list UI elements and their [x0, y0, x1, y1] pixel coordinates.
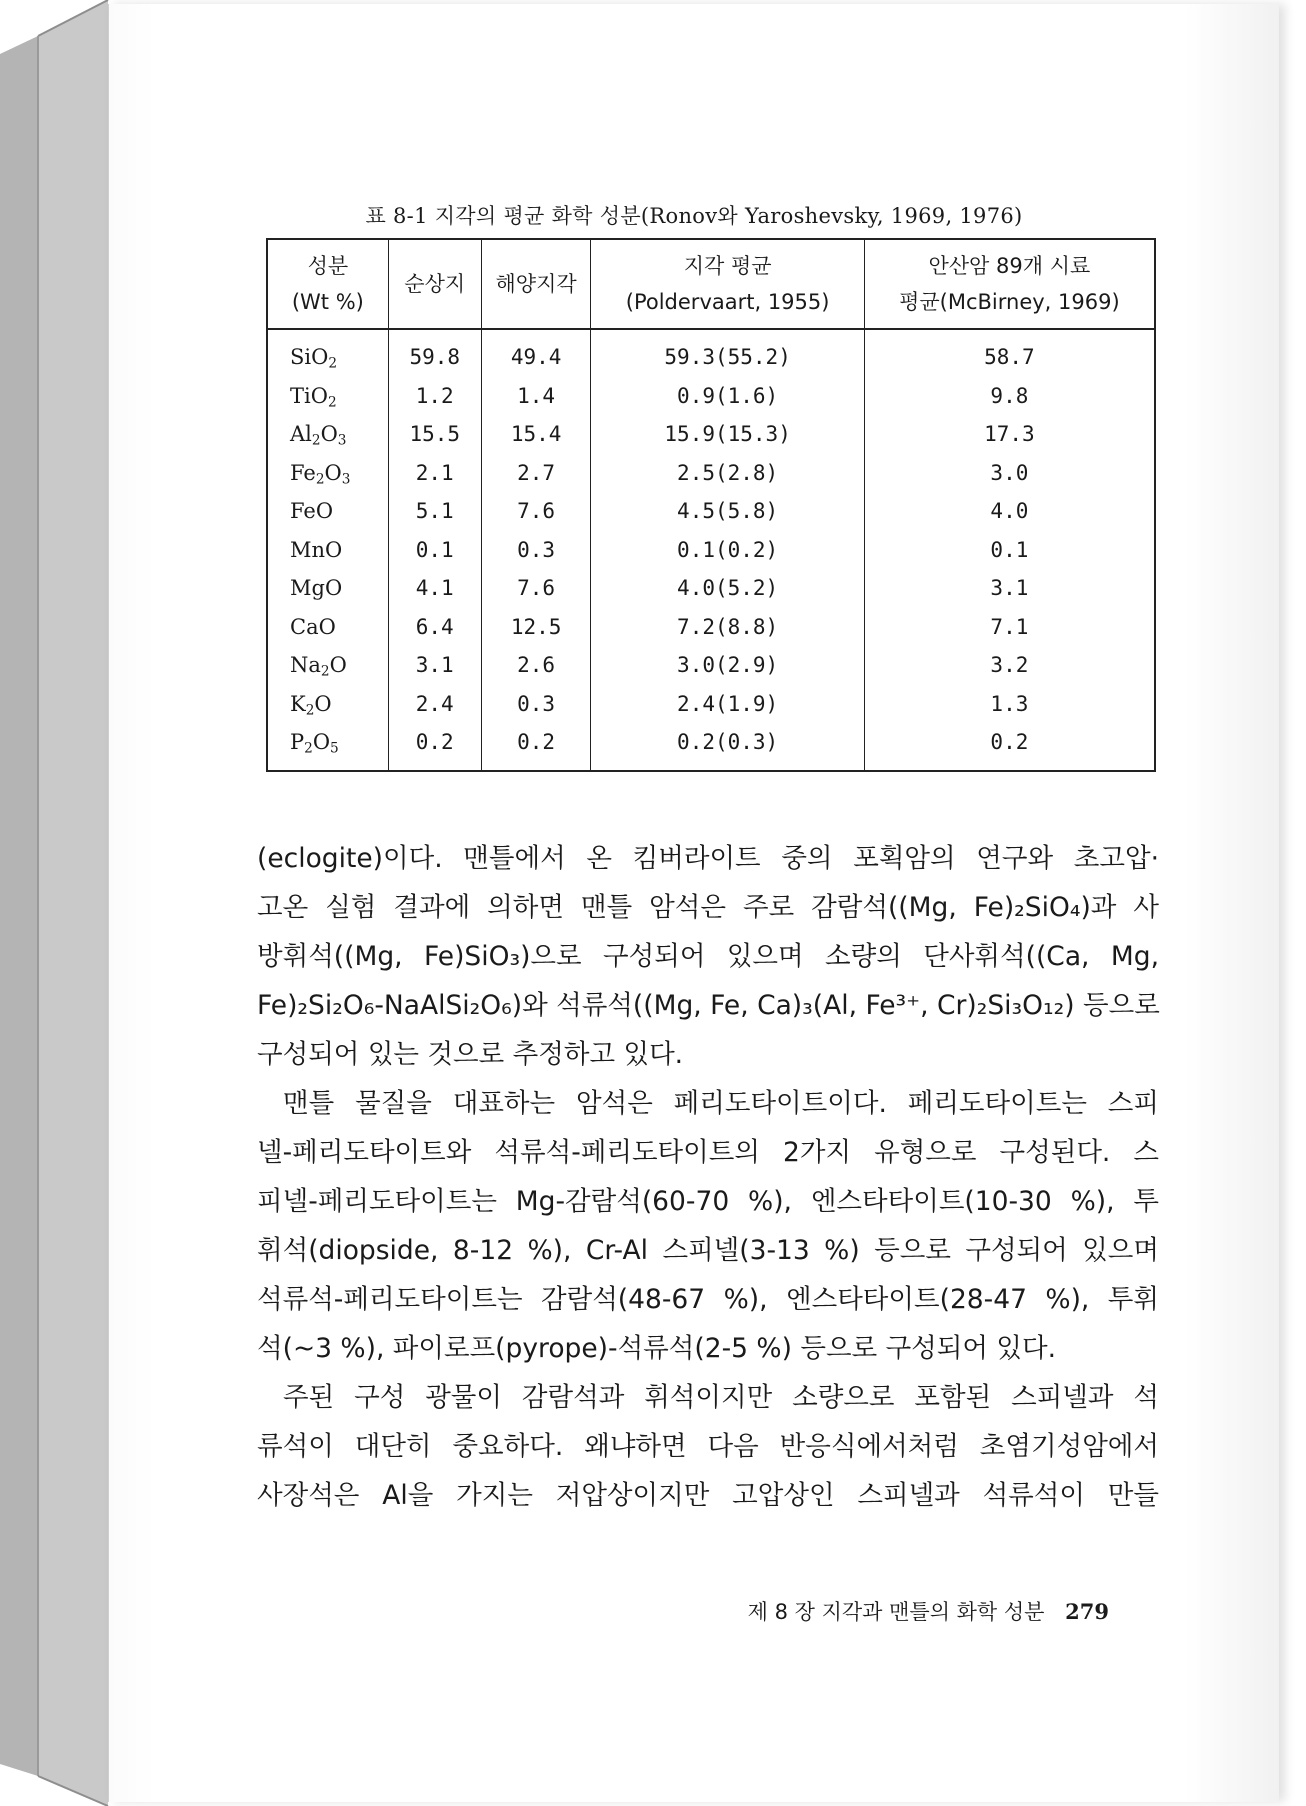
cell-component: $Fe_2O_3$: [267, 454, 388, 493]
header-continental: 순상지: [388, 239, 481, 329]
cell-oceanic: 12.5: [481, 608, 591, 647]
cell-andesite: 0.2: [864, 723, 1155, 771]
cell-crust-average: 0.1(0.2): [591, 531, 864, 570]
cell-andesite: 9.8: [864, 377, 1155, 416]
header-oceanic: 해양지각: [481, 239, 591, 329]
cell-continental: 1.2: [388, 377, 481, 416]
table-header-row: [267, 239, 1155, 329]
cell-continental: 2.1: [388, 454, 481, 493]
cell-continental: 0.2: [388, 723, 481, 771]
body-line: 휘석(diopside, 8-12 %), Cr-Al 스피넬(3-13 %) 등으로 구성되어 있으며: [257, 1235, 1159, 1266]
body-line: 구성되어 있는 것으로 추정하고 있다.: [257, 1039, 684, 1070]
body-line: (eclogite)이다. 맨틀에서 온 킴버라이트 중의 포획암의 연구와 초고압·: [257, 843, 1159, 874]
book-spine: [0, 0, 110, 1806]
cell-andesite: 1.3: [864, 685, 1155, 724]
header-andesite-average: 안산암 89개 시료 평균(McBirney, 1969): [864, 239, 1155, 329]
cell-continental: 15.5: [388, 415, 481, 454]
cell-continental: 0.1: [388, 531, 481, 570]
cell-crust-average: 59.3(55.2): [591, 329, 864, 377]
body-line: 사장석은 Al을 가지는 저압상이지만 고압상인 스피넬과 석류석이 만들: [257, 1480, 1159, 1511]
cell-crust-average: 15.9(15.3): [591, 415, 864, 454]
cell-component: CaO: [267, 608, 388, 647]
cell-component: $Na_2O$: [267, 646, 388, 685]
body-line: 방휘석((Mg, Fe)SiO₃)으로 구성되어 있으며 소량의 단사휘석((Ca, Mg,: [257, 941, 1159, 972]
cell-crust-average: 3.0(2.9): [591, 646, 864, 685]
cell-oceanic: 1.4: [481, 377, 591, 416]
cell-continental: 3.1: [388, 646, 481, 685]
body-line: 넬-페리도타이트와 석류석-페리도타이트의 2가지 유형으로 구성된다. 스: [257, 1137, 1159, 1168]
cell-crust-average: 4.5(5.8): [591, 492, 864, 531]
cell-component: $P_2O_5$: [267, 723, 388, 771]
page-footer: [748, 1596, 1109, 1626]
page-number: 279: [1065, 1599, 1109, 1624]
cell-crust-average: 7.2(8.8): [591, 608, 864, 647]
body-line: 류석이 대단히 중요하다. 왜냐하면 다음 반응식에서처럼 초염기성암에서: [257, 1431, 1159, 1462]
cell-oceanic: 49.4: [481, 329, 591, 377]
cell-component: MnO: [267, 531, 388, 570]
cell-andesite: 3.0: [864, 454, 1155, 493]
cell-continental: 59.8: [388, 329, 481, 377]
composition-table: [266, 238, 1156, 772]
cell-andesite: 4.0: [864, 492, 1155, 531]
cell-component: FeO: [267, 492, 388, 531]
cell-continental: 5.1: [388, 492, 481, 531]
body-line: Fe)₂Si₂O₆-NaAlSi₂O₆)와 석류석((Mg, Fe, Ca)₃(Al, Fe³⁺, Cr)₂Si₃O₁₂) 등으로: [257, 990, 1160, 1021]
table-row: [267, 492, 1155, 531]
cell-oceanic: 7.6: [481, 492, 591, 531]
cell-oceanic: 2.6: [481, 646, 591, 685]
cell-crust-average: 2.5(2.8): [591, 454, 864, 493]
cell-component: SiO$_2$: [267, 329, 388, 377]
cell-crust-average: 0.2(0.3): [591, 723, 864, 771]
cell-oceanic: 0.2: [481, 723, 591, 771]
cell-andesite: 58.7: [864, 329, 1155, 377]
table-body: [267, 329, 1155, 771]
cell-andesite: 7.1: [864, 608, 1155, 647]
cell-continental: 4.1: [388, 569, 481, 608]
cell-oceanic: 2.7: [481, 454, 591, 493]
cell-crust-average: 0.9(1.6): [591, 377, 864, 416]
cell-continental: 2.4: [388, 685, 481, 724]
body-line: 피넬-페리도타이트는 Mg-감람석(60-70 %), 엔스타타이트(10-30 %), 투: [257, 1186, 1159, 1217]
body-line: 고온 실험 결과에 의하면 맨틀 암석은 주로 감람석((Mg, Fe)₂SiO₄)과 사: [257, 892, 1159, 923]
cell-crust-average: 4.0(5.2): [591, 569, 864, 608]
table-row: [267, 685, 1155, 724]
table-row: [267, 531, 1155, 570]
chapter-title: 제 8 장 지각과 맨틀의 화학 성분: [747, 1600, 1045, 1624]
cell-component: $K_2O$: [267, 685, 388, 724]
header-component: 성분 (Wt %): [267, 239, 388, 329]
cell-oceanic: 7.6: [481, 569, 591, 608]
cell-crust-average: 2.4(1.9): [591, 685, 864, 724]
cell-oceanic: 0.3: [481, 685, 591, 724]
body-line: 맨틀 물질을 대표하는 암석은 페리도타이트이다. 페리도타이트는 스피: [283, 1088, 1159, 1119]
cell-oceanic: 15.4: [481, 415, 591, 454]
table-row: [267, 646, 1155, 685]
body-line: 석(~3 %), 파이로프(pyrope)-석류석(2-5 %) 등으로 구성되어 있다.: [257, 1333, 1057, 1364]
cell-andesite: 3.2: [864, 646, 1155, 685]
body-line: 주된 구성 광물이 감람석과 휘석이지만 소량으로 포함된 스피넬과 석: [283, 1382, 1159, 1413]
cell-andesite: 3.1: [864, 569, 1155, 608]
table-row: [267, 377, 1155, 416]
table-row: [267, 329, 1155, 377]
body-text: [257, 834, 1159, 1520]
cell-component: $Al_2O_3$: [267, 415, 388, 454]
table-row: [267, 569, 1155, 608]
table-row: [267, 723, 1155, 771]
cell-andesite: 0.1: [864, 531, 1155, 570]
book-page: [108, 4, 1279, 1802]
table-row: [267, 415, 1155, 454]
cell-component: TiO$_2$: [267, 377, 388, 416]
cell-oceanic: 0.3: [481, 531, 591, 570]
table-caption: 표 8-1 지각의 평균 화학 성분(Ronov와 Yaroshevsky, 1969, 1976): [365, 204, 1023, 228]
header-crust-average: 지각 평균 (Poldervaart, 1955): [591, 239, 864, 329]
cell-continental: 6.4: [388, 608, 481, 647]
table-row: [267, 454, 1155, 493]
table-row: [267, 608, 1155, 647]
cell-component: MgO: [267, 569, 388, 608]
cell-andesite: 17.3: [864, 415, 1155, 454]
body-line: 석류석-페리도타이트는 감람석(48-67 %), 엔스타타이트(28-47 %), 투휘: [257, 1284, 1159, 1315]
